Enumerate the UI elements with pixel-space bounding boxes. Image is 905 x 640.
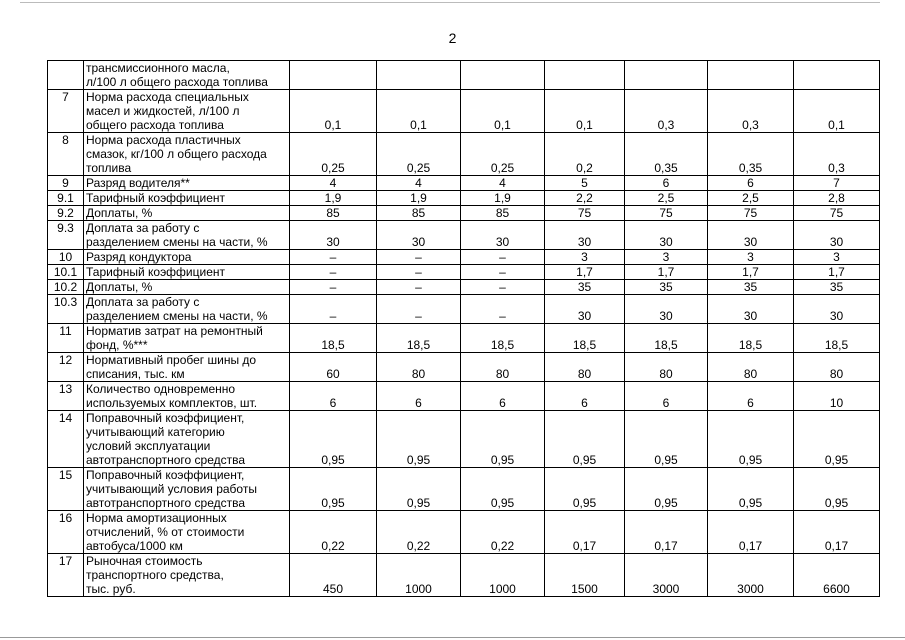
row-description-cell: Норма расхода специальных масел и жидкостей, л/100 л общего расхода топлива xyxy=(84,90,290,133)
value-cell: 6 xyxy=(545,382,625,411)
row-description-cell: Нормативный пробег шины до списания, тыс. км xyxy=(84,353,290,382)
row-description-cell: трансмиссионного масла, л/100 л общего расхода топлива xyxy=(84,61,290,90)
value-cell: – xyxy=(290,265,377,280)
value-cell: 6 xyxy=(461,382,545,411)
value-cell: 0,25 xyxy=(290,133,377,176)
value-cell: – xyxy=(377,265,461,280)
value-cell: 5 xyxy=(545,176,625,191)
value-cell: 80 xyxy=(461,353,545,382)
value-cell: 0,25 xyxy=(461,133,545,176)
row-number-cell: 15 xyxy=(48,468,84,511)
row-number-cell xyxy=(48,61,84,90)
value-cell: 30 xyxy=(625,295,708,324)
value-cell: 75 xyxy=(625,206,708,221)
value-cell: 4 xyxy=(461,176,545,191)
value-cell: 3 xyxy=(708,250,794,265)
value-cell: 1,9 xyxy=(377,191,461,206)
value-cell xyxy=(625,61,708,90)
value-cell: 85 xyxy=(377,206,461,221)
row-number-cell: 14 xyxy=(48,411,84,468)
value-cell: – xyxy=(377,280,461,295)
value-cell: 30 xyxy=(625,221,708,250)
value-cell: 35 xyxy=(708,280,794,295)
value-cell: – xyxy=(461,250,545,265)
value-cell: 18,5 xyxy=(794,324,880,353)
value-cell: 0,95 xyxy=(461,411,545,468)
value-cell: 0,1 xyxy=(545,90,625,133)
value-cell: 3 xyxy=(545,250,625,265)
value-cell: 30 xyxy=(461,221,545,250)
value-cell: 85 xyxy=(461,206,545,221)
row-description-cell: Рыночная стоимость транспортного средства, тыс. руб. xyxy=(84,554,290,597)
value-cell: 35 xyxy=(545,280,625,295)
value-cell: 80 xyxy=(545,353,625,382)
value-cell: 3000 xyxy=(625,554,708,597)
value-cell: 0,95 xyxy=(290,411,377,468)
value-cell: – xyxy=(461,280,545,295)
value-cell: 0,22 xyxy=(377,511,461,554)
value-cell: 30 xyxy=(708,221,794,250)
value-cell: 75 xyxy=(545,206,625,221)
value-cell: 1500 xyxy=(545,554,625,597)
row-description-cell: Тарифный коэффициент xyxy=(84,265,290,280)
row-description-cell: Норма расхода пластичных смазок, кг/100 л общего расхода топлива xyxy=(84,133,290,176)
table-row xyxy=(48,191,880,206)
row-description-cell: Доплаты, % xyxy=(84,280,290,295)
value-cell: 2,2 xyxy=(545,191,625,206)
row-description-cell: Разряд кондуктора xyxy=(84,250,290,265)
value-cell: – xyxy=(461,295,545,324)
value-cell: 3 xyxy=(794,250,880,265)
table-row xyxy=(48,265,880,280)
value-cell: 0,17 xyxy=(794,511,880,554)
table-row xyxy=(48,221,880,250)
value-cell: 80 xyxy=(377,353,461,382)
value-cell: 18,5 xyxy=(290,324,377,353)
value-cell: 0,1 xyxy=(794,90,880,133)
value-cell: 0,3 xyxy=(625,90,708,133)
value-cell xyxy=(545,61,625,90)
value-cell: 10 xyxy=(794,382,880,411)
value-cell: 4 xyxy=(377,176,461,191)
value-cell: 0,95 xyxy=(625,468,708,511)
value-cell: – xyxy=(290,280,377,295)
value-cell: 0,95 xyxy=(377,411,461,468)
row-number-cell: 9.1 xyxy=(48,191,84,206)
value-cell: 0,25 xyxy=(377,133,461,176)
value-cell: 0,3 xyxy=(794,133,880,176)
value-cell: 35 xyxy=(794,280,880,295)
row-description-cell: Доплата за работу с разделением смены на части, % xyxy=(84,221,290,250)
row-description-cell: Доплаты, % xyxy=(84,206,290,221)
value-cell: 0,95 xyxy=(290,468,377,511)
value-cell xyxy=(794,61,880,90)
value-cell: 18,5 xyxy=(461,324,545,353)
value-cell: 0,1 xyxy=(461,90,545,133)
value-cell: 1,7 xyxy=(708,265,794,280)
value-cell: 30 xyxy=(794,295,880,324)
row-description-cell: Поправочный коэффициент, учитывающий категорию условий эксплуатации автотранспортного средства xyxy=(84,411,290,468)
row-number-cell: 10.2 xyxy=(48,280,84,295)
value-cell: – xyxy=(377,295,461,324)
scan-edge-top xyxy=(20,2,880,3)
value-cell: 30 xyxy=(290,221,377,250)
value-cell xyxy=(290,61,377,90)
value-cell: – xyxy=(290,250,377,265)
table-row xyxy=(48,61,880,90)
value-cell: 0,17 xyxy=(625,511,708,554)
table-row xyxy=(48,411,880,468)
value-cell: 0,17 xyxy=(545,511,625,554)
value-cell: 30 xyxy=(545,295,625,324)
value-cell: 0,95 xyxy=(461,468,545,511)
value-cell xyxy=(377,61,461,90)
value-cell: 85 xyxy=(290,206,377,221)
row-number-cell: 13 xyxy=(48,382,84,411)
row-number-cell: 17 xyxy=(48,554,84,597)
row-number-cell: 11 xyxy=(48,324,84,353)
row-number-cell: 8 xyxy=(48,133,84,176)
value-cell: 30 xyxy=(377,221,461,250)
value-cell: – xyxy=(290,295,377,324)
value-cell: 0,22 xyxy=(461,511,545,554)
value-cell: 30 xyxy=(545,221,625,250)
value-cell: 6 xyxy=(625,176,708,191)
value-cell: 1000 xyxy=(461,554,545,597)
row-description-cell: Разряд водителя** xyxy=(84,176,290,191)
value-cell: 1000 xyxy=(377,554,461,597)
table-row xyxy=(48,382,880,411)
value-cell: 0,22 xyxy=(290,511,377,554)
row-number-cell: 9.2 xyxy=(48,206,84,221)
value-cell: 4 xyxy=(290,176,377,191)
value-cell: 3 xyxy=(625,250,708,265)
row-number-cell: 10.1 xyxy=(48,265,84,280)
table-row xyxy=(48,511,880,554)
table-row xyxy=(48,554,880,597)
table-row xyxy=(48,280,880,295)
table-row xyxy=(48,353,880,382)
value-cell: 3000 xyxy=(708,554,794,597)
value-cell: 75 xyxy=(794,206,880,221)
table-row xyxy=(48,250,880,265)
value-cell: 0,35 xyxy=(625,133,708,176)
value-cell: 2,5 xyxy=(625,191,708,206)
scan-edge-bottom xyxy=(0,637,905,638)
table-row xyxy=(48,90,880,133)
value-cell: – xyxy=(461,265,545,280)
table-row xyxy=(48,468,880,511)
value-cell: 1,7 xyxy=(545,265,625,280)
value-cell: 0,95 xyxy=(545,411,625,468)
value-cell: 7 xyxy=(794,176,880,191)
value-cell: 0,95 xyxy=(794,411,880,468)
table-row xyxy=(48,324,880,353)
value-cell xyxy=(708,61,794,90)
value-cell: 60 xyxy=(290,353,377,382)
value-cell: 0,2 xyxy=(545,133,625,176)
table-row xyxy=(48,295,880,324)
value-cell: 6 xyxy=(708,176,794,191)
row-description-cell: Доплата за работу с разделением смены на части, % xyxy=(84,295,290,324)
value-cell: 0,95 xyxy=(625,411,708,468)
row-description-cell: Тарифный коэффициент xyxy=(84,191,290,206)
table-row xyxy=(48,206,880,221)
value-cell: 75 xyxy=(708,206,794,221)
row-number-cell: 9 xyxy=(48,176,84,191)
value-cell: 1,7 xyxy=(625,265,708,280)
norms-table xyxy=(47,60,880,597)
row-number-cell: 16 xyxy=(48,511,84,554)
value-cell: 0,35 xyxy=(708,133,794,176)
value-cell: 80 xyxy=(708,353,794,382)
row-description-cell: Норма амортизационных отчислений, % от стоимости автобуса/1000 км xyxy=(84,511,290,554)
value-cell: 30 xyxy=(794,221,880,250)
table-row xyxy=(48,176,880,191)
row-number-cell: 10.3 xyxy=(48,295,84,324)
value-cell: 0,95 xyxy=(708,411,794,468)
value-cell: 6 xyxy=(377,382,461,411)
value-cell: 0,95 xyxy=(545,468,625,511)
value-cell: 18,5 xyxy=(377,324,461,353)
value-cell: 80 xyxy=(794,353,880,382)
value-cell: – xyxy=(377,250,461,265)
value-cell: 6600 xyxy=(794,554,880,597)
value-cell: 0,95 xyxy=(708,468,794,511)
value-cell: 0,1 xyxy=(377,90,461,133)
value-cell xyxy=(461,61,545,90)
value-cell: 0,95 xyxy=(377,468,461,511)
value-cell: 6 xyxy=(625,382,708,411)
row-number-cell: 10 xyxy=(48,250,84,265)
table-row xyxy=(48,133,880,176)
row-description-cell: Количество одновременно используемых комплектов, шт. xyxy=(84,382,290,411)
table-body xyxy=(48,61,880,597)
value-cell: 0,3 xyxy=(708,90,794,133)
row-description-cell: Поправочный коэффициент, учитывающий условия работы автотранспортного средства xyxy=(84,468,290,511)
value-cell: 2,5 xyxy=(708,191,794,206)
value-cell: 6 xyxy=(708,382,794,411)
value-cell: 30 xyxy=(708,295,794,324)
value-cell: 35 xyxy=(625,280,708,295)
row-description-cell: Норматив затрат на ремонтный фонд, %*** xyxy=(84,324,290,353)
value-cell: 80 xyxy=(625,353,708,382)
value-cell: 0,17 xyxy=(708,511,794,554)
page-number: 2 xyxy=(448,30,457,46)
value-cell: 1,9 xyxy=(290,191,377,206)
value-cell: 6 xyxy=(290,382,377,411)
value-cell: 1,7 xyxy=(794,265,880,280)
value-cell: 450 xyxy=(290,554,377,597)
value-cell: 18,5 xyxy=(545,324,625,353)
row-number-cell: 12 xyxy=(48,353,84,382)
value-cell: 0,95 xyxy=(794,468,880,511)
value-cell: 0,1 xyxy=(290,90,377,133)
value-cell: 18,5 xyxy=(625,324,708,353)
value-cell: 2,8 xyxy=(794,191,880,206)
row-number-cell: 7 xyxy=(48,90,84,133)
row-number-cell: 9.3 xyxy=(48,221,84,250)
value-cell: 1,9 xyxy=(461,191,545,206)
value-cell: 18,5 xyxy=(708,324,794,353)
